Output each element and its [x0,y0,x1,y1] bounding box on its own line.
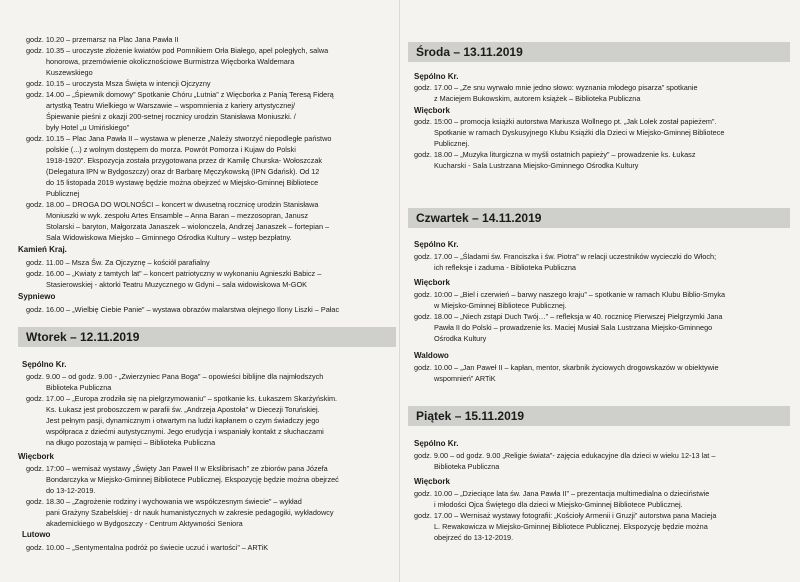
place-sypniewo: Sypniewo [18,292,56,301]
program-line: godz. 15:00 – promocja książki autorstwa Mariusza Wollnego pt. „Jak Lolek został papieżem”. [414,117,717,126]
tuesday-wiecbork-program [26,463,396,529]
program-line: pani Grażyny Szabelskiej - dr nauk humanistycznych w zakresie pedagogiki, wykładowcy [46,508,334,517]
program-line: godz. 9.00 – od godz. 9.00 - „Zwierzyniec Pana Boga” – opowieści biblijne dla najmłodszych [26,372,324,381]
tuesday-sepolno-program [26,371,396,448]
program-line: godz. 18.00 – „Muzyka liturgiczna w myśli ostatnich papieży” – prowadzenie ks. Łukasz [414,150,696,159]
day-header-wednesday: Środa – 13.11.2019 [408,42,790,62]
thursday-wiecbork-program [414,289,790,344]
program-line: Jest pełnym pasji, dynamicznym i otwartym na ludzi kapłanem o czym świadczy jego [46,416,320,425]
program-line: polskie (...) z wolnym dostępem do morza. Powrót Pomorza i Kujaw do Polski [46,145,296,154]
program-line: Kucharski - Sala Lustrzana Miejsko-Gminnego Ośrodka Kultury [434,161,639,170]
page-fold [399,0,400,582]
kamien-program [26,257,396,290]
program-line: współpraca z dziećmi autystycznymi. Jego erudycja i wspaniały kontakt z słuchaczami [46,427,324,436]
tuesday-lutowo-program [26,542,396,553]
program-line: godz. 16.00 – „Kwiaty z tamtych lat” – koncert patriotyczny w wykonaniu Agnieszki Babicz – [26,269,322,278]
program-line: wspomnień” ARTiK [434,374,496,383]
program-line: godz. 10.15 – Plac Jana Pawła II – wystawa w plenerze „Należy stworzyć niepodległe państwo [26,134,332,143]
program-line: godz. 17.00 – „Europa zrodziła się na pielgrzymowaniu” – spotkanie ks. Łukaszem Skarżyńskim. [26,394,338,403]
day-header-thursday: Czwartek – 14.11.2019 [408,208,790,228]
program-line: i młodości Ojca Świętego dla dzieci w Miejsko-Gminnej Bibliotece Publicznej. [434,500,683,509]
program-line: w Miejsko-Gminnej Bibliotece Publicznej. [434,301,567,310]
program-line: godz. 14.00 – „Śpiewnik domowy” Spotkanie Chóru „Lutnia” z Więcborka z Panią Teresą Fiderą [26,90,334,99]
program-line: godz. 10.20 – przemarsz na Plac Jana Pawła II [26,35,179,44]
program-line: godz. 10.00 – „Dzieciące lata św. Jana Pawła II” – prezentacja multimedialna o dzieciństwie [414,489,710,498]
program-line: Biblioteka Publiczna [46,383,112,392]
program-line: były Hotel „u Umińskiego” [46,123,130,132]
program-line: L. Rewakowicza w Miejsko-Gminnej Bibliotece Publicznej. Ekspozycję będzie można [434,522,708,531]
program-line: Ośrodka Kultury [434,334,487,343]
program-line: do 15 listopada 2019 wystawę będzie można obejrzeć w Miejsko-Gminnej Bibliotece [46,178,319,187]
place-waldowo-thu: Waldowo [414,351,449,360]
program-line: godz. 18.00 – „Niech zstąpi Duch Twój…” – refleksja w 40. rocznicę Pierwszej Pielgrzymki Jana [414,312,723,321]
program-line: obejrzeć do 13-12-2019. [434,533,514,542]
day-header-tuesday: Wtorek – 12.11.2019 [18,327,396,347]
wednesday-wiecbork-program [414,116,790,171]
program-line: 1918-1920”. Ekspozycja została przygotowana przez dr Kamilę Churska- Wołoszczak [46,156,323,165]
place-wiecbork-wed: Więcbork [414,106,450,115]
program-line: godz. 17.00 – „Ze snu wyrwało mnie jedno słowo: wyznania młodego pisarza” spotkanie [414,83,698,92]
place-lutowo: Lutowo [22,530,51,539]
day-header-friday: Piątek – 15.11.2019 [408,406,790,426]
program-line: Stasierowskiej - aktorki Teatru Muzycznego w Gdyni – sala widowiskowa M-GOK [46,280,308,289]
program-line: Biblioteka Publiczna [434,462,500,471]
place-sepolno: Sępólno Kr. [22,360,67,369]
program-line: artystką Teatru Wielkiego w Warszawie – wspomnienia z kariery artystycznej/ [46,101,295,110]
place-sepolno-thu: Sępólno Kr. [414,240,459,249]
program-line: godz. 17.00 – Wernisaż wystawy fotografii: „Kościoły Armenii i Gruzji” autorstwa pana Macieja [414,511,717,520]
program-line: Stolarski – baryton, Małgorzata Janaszek – wiolonczela, Andrzej Janaszek – fortepian – [46,222,330,231]
program-line: Pawła II do Polski – prowadzenie ks. Maciej Musiał Sala Lustrzana Miejsko-Gminnego [434,323,713,332]
program-line: Kuszewskiego [46,68,93,77]
program-line: godz. 17.00 – „Śladami św. Franciszka i św. Piotra” w relacji uczestników wycieczki do Włoch; [414,252,717,261]
friday-sepolno-program [414,450,790,472]
program-line: akademickiego w Bydgoszczy - Centrum Aktywności Seniora [46,519,243,528]
program-line: Publicznej [46,189,80,198]
program-line: (Delegatura IPN w Bydgoszczy) oraz dr Barbarę Męczykowską (IPN Gdańsk). Od 12 [46,167,320,176]
monday-program [26,34,396,243]
place-wiecbork-fri: Więcbork [414,477,450,486]
program-line: z Maciejem Bukowskim, autorem książek – Biblioteka Publiczna [434,94,641,103]
program-line: godz. 10.00 – „Jan Paweł II – kapłan, mentor, skarbnik życiowych drogowskazów w obiektywie [414,363,719,372]
friday-wiecbork-program [414,488,790,543]
program-line: Publicznej. [434,139,470,148]
program-line: honorowa, przemówienie okolicznościowe Burmistrza Więcborka Waldemara [46,57,295,66]
thursday-waldowo-program [414,362,790,384]
program-line: godz. 16.00 – „Wielbię Ciebie Panie” – wystawa obrazów malarstwa olejnego Ilony Liszki – Pałac [26,305,340,314]
program-line: do 13-12-2019. [46,486,96,495]
program-line: Sala Widowiskowa Miejsko – Gminnego Ośrodka Kultury – wstęp bezpłatny. [46,233,292,242]
program-line: godz. 10.00 – „Sentymentalna podróż po świecie uczuć i wartości” – ARTiK [26,543,269,552]
place-wiecbork-thu: Więcbork [414,278,450,287]
program-line: godz. 9.00 – od godz. 9.00 „Religie świata”- zajęcia edukacyjne dla dzieci w wieku 12-13 lat – [414,451,716,460]
program-line: Moniuszki w wyk. zespołu Artes Ensamble – Anna Baran – mezzosopran, Janusz [46,211,309,220]
place-kamien: Kamień Kraj. [18,245,67,254]
thursday-sepolno-program [414,251,790,273]
program-line: Bondarczyka w Miejsko-Gminnej Bibliotece Publicznej. Ekspozycję będzie można obejrzeć [46,475,339,484]
program-line: godz. 18.00 – DROGA DO WOLNOŚCI – koncert w dwusetną rocznicę urodzin Stanisława [26,200,319,209]
sypniewo-program [26,304,396,315]
program-line: na długo pozostają w pamięci – Biblioteka Publiczna [46,438,216,447]
program-line: Śpiewanie pieśni z okazji 200-setnej rocznicy urodzin Stanisława Moniuszki. / [46,112,296,121]
program-line: godz. 10.35 – uroczyste złożenie kwiatów pod Pomnikiem Orła Białego, apel poległych, salwa [26,46,329,55]
program-line: godz. 11.00 – Msza Św. Za Ojczyznę – kościół parafialny [26,258,210,267]
place-sepolno-wed: Sępólno Kr. [414,72,459,81]
program-line: godz. 18.30 – „Zagrożenie rodziny i wychowania we współczesnym świecie” – wykład [26,497,302,506]
program-line: godz. 17:00 – wernisaż wystawy „Święty Jan Paweł II w Ekslibrisach” ze zbiorów pana Józefa [26,464,328,473]
program-line: Ks. Łukasz jest proboszczem w parafii św. „Andrzeja Apostoła” w Diecezji Toruńskiej. [46,405,320,414]
program-line: Spotkanie w ramach Dyskusyjnego Klubu Książki dla Dzieci w Miejsko-Gminnej Bibliotece [434,128,725,137]
wednesday-sepolno-program [414,82,790,104]
program-line: godz. 10:00 – „Biel i czerwień – barwy naszego kraju” – spotkanie w ramach Klubu Biblio-Smyka [414,290,726,299]
place-wiecbork: Więcbork [18,452,54,461]
place-sepolno-fri: Sępólno Kr. [414,439,459,448]
program-line: godz. 10.15 – uroczysta Msza Święta w intencji Ojczyzny [26,79,211,88]
program-line: ich refleksje i zaduma - Biblioteka Publiczna [434,263,576,272]
